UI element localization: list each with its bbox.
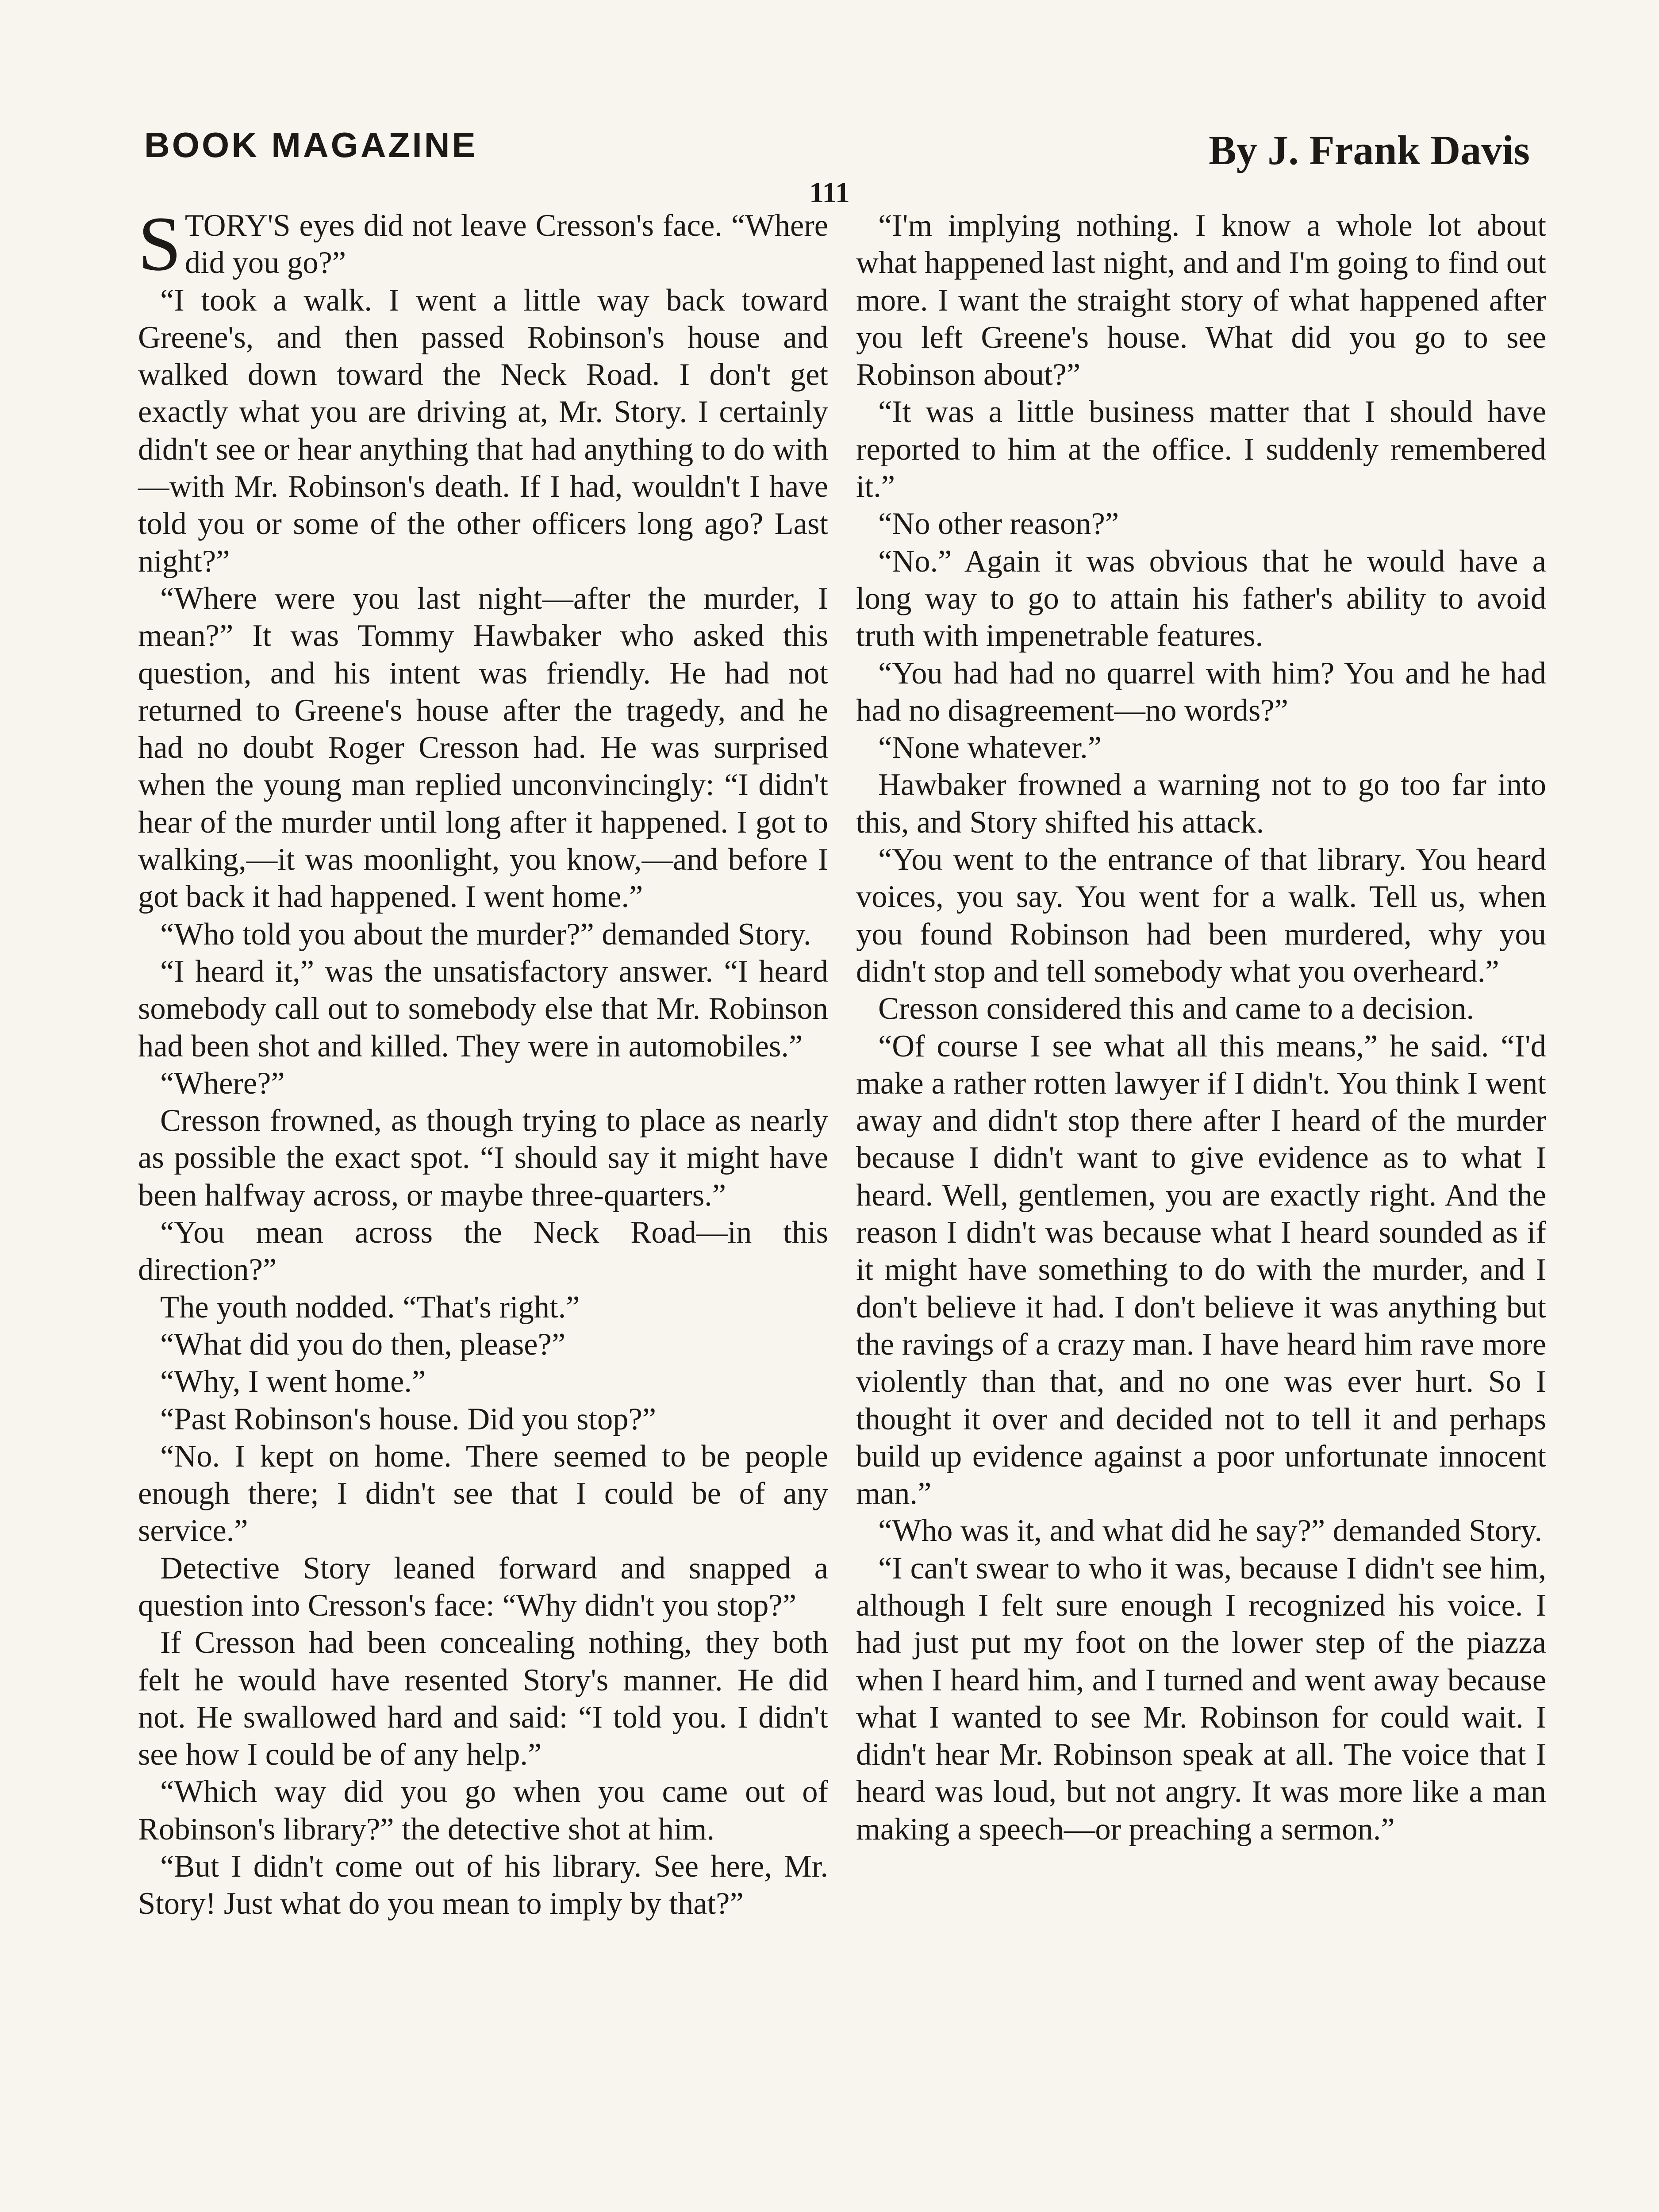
- author-byline: By J. Frank Davis: [1209, 127, 1530, 173]
- paragraph: The youth nodded. “That's right.”: [160, 1290, 580, 1325]
- paragraph: “No. I kept on home. There seemed to be people enough there; I didn't see that I could be of any service.”: [138, 1439, 828, 1548]
- paragraph: “Of course I see what all this means,” he said. “I'd make a rather rotten lawyer if I didn't. You think I went away and didn't stop there after I heard of the murder because I didn't want to give evidence as to what I heard. Well, gentlemen, you are exactly right. And the reason I didn't was because what I heard sounded as if it might have something to do with the murder, and I don't believe it had. I don't believe it was anything but the ravings of a crazy man. I have heard him rave more violently than that, and no one was ever hurt. So I thought it over and decided not to tell it and perhaps build up evidence against a poor unfortunate innocent man.”: [856, 1029, 1546, 1511]
- paragraph: “You went to the entrance of that library. You heard voices, you say. You went for a walk. Tell us, when you found Robinson had been murdered, why you didn't stop and tell somebody what you overheard.”: [856, 842, 1546, 989]
- paragraph: “What did you do then, please?”: [160, 1327, 566, 1362]
- paragraph: Hawbaker frowned a warning not to go too far into this, and Story shifted his attack.: [856, 768, 1546, 840]
- paragraph: “No other reason?”: [878, 507, 1119, 541]
- magazine-title: BOOK MAGAZINE: [144, 125, 478, 165]
- paragraph: “I can't swear to who it was, because I didn't see him, although I felt sure enough I recognized his voice. I had just put my foot on the lower step of the piazza when I heard him, and I turned and went away because what I wanted to see Mr. Robinson for could wait. I didn't hear Mr. Robinson speak at all. The voice that I heard was loud, but not angry. It was more like a man making a speech—or preaching a sermon.”: [856, 1551, 1546, 1847]
- paragraph: “Past Robinson's house. Did you stop?”: [160, 1402, 657, 1436]
- paragraph-1: [138, 201, 828, 287]
- paragraph: “It was a little business matter that I should have reported to him at the office. I suddenly remembered it.”: [856, 395, 1546, 504]
- left-column: [138, 201, 828, 1923]
- paragraph: “Who told you about the murder?” demanded Story.: [160, 917, 811, 952]
- paragraph: “I'm implying nothing. I know a whole lot about what happened last night, and and I'm going to find out more. I want the straight story of what happened after you left Greene's house. What did you go to see Robinson about?”: [856, 208, 1546, 392]
- page-number: 111: [809, 177, 850, 209]
- paragraph: Cresson considered this and came to a decision.: [878, 991, 1474, 1026]
- paragraph: “Why, I went home.”: [160, 1364, 426, 1399]
- paragraph: Detective Story leaned forward and snapped a question into Cresson's face: “Why didn't you stop?”: [138, 1551, 828, 1623]
- paragraph: “Where were you last night—after the murder, I mean?” It was Tommy Hawbaker who asked this question, and his intent was friendly. He had not returned to Greene's house after the tragedy, and he had no doubt Roger Cresson had. He was surprised when the young man replied unconvincingly: “I didn't hear of the murder until long after it happened. I got to walking,—it was moonlight, you know,—and before I got back it had happened. I went home.”: [138, 581, 828, 914]
- paragraph: “I took a walk. I went a little way back toward Greene's, and then passed Robinson's house and walked down toward the Neck Road. I don't get exactly what you are driving at, Mr. Story. I certainly didn't see or hear anything that had anything to do with—with Mr. Robinson's death. If I had, wouldn't I have told you or some of the other officers long ago? Last night?”: [138, 283, 828, 579]
- drop-cap: S: [138, 201, 181, 287]
- paragraph: “Which way did you go when you came out of Robinson's library?” the detective shot at him.: [138, 1774, 828, 1847]
- paragraph: “Where?”: [160, 1066, 285, 1101]
- right-column: [856, 207, 1546, 1848]
- paragraph-text: TORY'S eyes did not leave Cresson's face. “Where did you go?”: [184, 208, 828, 280]
- paragraph: “Who was it, and what did he say?” demanded Story.: [878, 1513, 1542, 1548]
- paragraph: Cresson frowned, as though trying to place as nearly as possible the exact spot. “I should say it might have been halfway across, or maybe three-quarters.”: [138, 1103, 828, 1213]
- paragraph: “No.” Again it was obvious that he would have a long way to go to attain his father's ability to avoid truth with impenetrable features.: [856, 544, 1546, 653]
- paragraph: If Cresson had been concealing nothing, they both felt he would have resented Story's manner. He did not. He swallowed hard and said: “I told you. I didn't see how I could be of any help.”: [138, 1625, 828, 1772]
- paragraph: “I heard it,” was the unsatisfactory answer. “I heard somebody call out to somebody else that Mr. Robinson had been shot and killed. They were in automobiles.”: [138, 954, 828, 1064]
- paragraph: “None whatever.”: [878, 730, 1102, 765]
- paragraph: “You mean across the Neck Road—in this direction?”: [138, 1215, 828, 1287]
- paragraph: “But I didn't come out of his library. See here, Mr. Story! Just what do you mean to imply by that?”: [138, 1849, 828, 1921]
- paragraph: “You had had no quarrel with him? You and he had had no disagreement—no words?”: [856, 656, 1546, 728]
